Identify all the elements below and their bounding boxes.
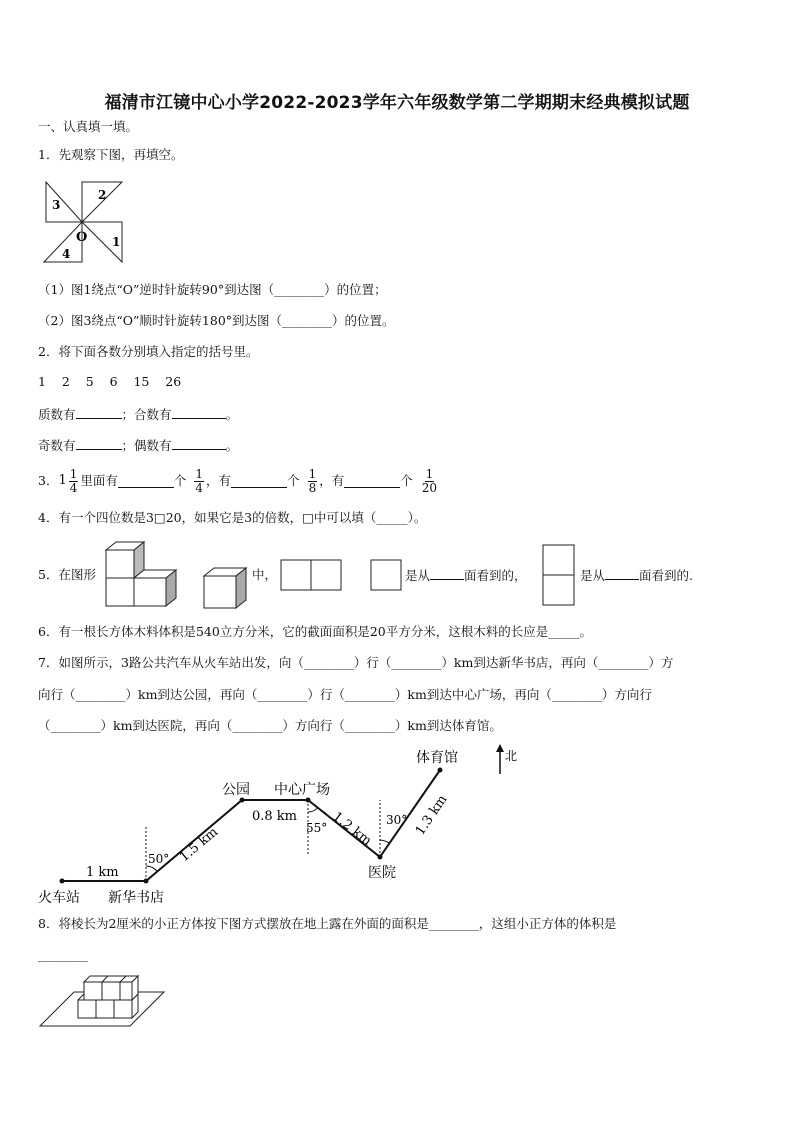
angle-50: 50° xyxy=(148,852,170,866)
composite-blank[interactable] xyxy=(172,405,226,419)
distance-1-3km: 1.3 km xyxy=(412,792,451,839)
even-blank[interactable] xyxy=(172,436,226,450)
q3-blank-1[interactable] xyxy=(118,474,174,488)
place-stadium: 体育馆 xyxy=(416,750,458,766)
number-item: 6 xyxy=(109,374,118,389)
pinwheel-figure xyxy=(40,178,130,264)
top-view-figure xyxy=(370,559,402,591)
number-item: 5 xyxy=(85,374,94,389)
q3-you: ，有 xyxy=(319,473,345,488)
place-train-station: 火车站 xyxy=(38,890,80,906)
fraction-quarter: $\frac{1}{4}$ xyxy=(195,466,204,495)
number-item: 15 xyxy=(133,374,150,389)
north-label: 北 xyxy=(505,749,518,763)
number-item: 26 xyxy=(165,374,182,389)
number-list xyxy=(38,373,181,391)
front-view-figure xyxy=(280,559,342,591)
question-8-line1: 8．将棱长为2厘米的小正方体按下图方式摆放在地上露在外面的面积是________，这组小正方体的体积是 xyxy=(38,916,617,931)
side-view-figure xyxy=(542,544,576,606)
prime-composite-line xyxy=(38,405,238,424)
period: 。 xyxy=(225,407,239,422)
question-1-prompt: 1．先观察下图，再填空。 xyxy=(38,147,184,162)
q3-text: 里面有 xyxy=(80,473,118,488)
question-2-prompt: 2．将下面各数分别填入指定的括号里。 xyxy=(38,344,259,359)
q3-number: 3． xyxy=(38,473,59,488)
distance-0-8km: 0.8 km xyxy=(252,809,298,824)
q3-ge: 个 xyxy=(287,473,300,488)
fraction-eighth: $\frac{1}{8}$ xyxy=(308,466,317,495)
place-xinhua-bookstore: 新华书店 xyxy=(108,890,164,906)
question-1-sub2: （2）图3绕点“O”顺时针旋转180°到达图（________）的位置。 xyxy=(38,313,395,328)
mixed-whole: 1 xyxy=(58,473,67,488)
q3-blank-2[interactable] xyxy=(231,474,287,488)
distance-1-5km: 1.5 km xyxy=(176,824,222,866)
fig-label-o: O xyxy=(76,230,88,245)
question-7-line3: （________）km到达医院，再向（________）方向行（________）km到达体育馆。 xyxy=(38,718,502,733)
odd-even-line xyxy=(38,436,238,455)
q5-answer-1 xyxy=(405,566,527,585)
fig-label-4: 4 xyxy=(62,247,71,261)
even-label: ；偶数有 xyxy=(121,438,172,453)
cubes-on-ground-figure xyxy=(38,966,168,1030)
q3-you: ，有 xyxy=(206,473,232,488)
q3-ge: 个 xyxy=(400,473,413,488)
number-item: 1 xyxy=(38,374,46,389)
section-heading: 一、认真填一填。 xyxy=(38,119,139,134)
angle-55: 55° xyxy=(306,821,328,835)
q5-text: 是从 xyxy=(405,568,431,583)
question-1-sub1: （1）图1绕点“O”逆时针旋转90°到达图（________）的位置； xyxy=(38,282,387,297)
odd-blank[interactable] xyxy=(76,436,122,450)
place-central-square: 中心广场 xyxy=(274,782,330,798)
question-6: 6．有一根长方体木料体积是540立方分米，它的截面面积是20平方分米，这根木料的长应是_____。 xyxy=(38,624,592,639)
stacked-cubes-figure xyxy=(102,540,182,610)
odd-label: 奇数有 xyxy=(38,438,76,453)
question-8-line2: ________ xyxy=(38,947,88,962)
q3-ge: 个 xyxy=(173,473,187,488)
route-map xyxy=(34,740,534,908)
composite-label: ；合数有 xyxy=(121,407,172,422)
q5-lead: 5．在图形 xyxy=(38,567,96,582)
prime-blank[interactable] xyxy=(76,405,122,419)
number-item: 2 xyxy=(61,374,70,389)
fig-label-1: 1 xyxy=(112,235,121,249)
q3-blank-3[interactable] xyxy=(344,474,400,488)
fraction-twentieth: $\frac{1}{20}$ xyxy=(421,466,438,495)
question-7-line2: 向行（________）km到达公园，再向（________）行（________）km到达中心广场，再向（________）方向行 xyxy=(38,687,652,702)
q5-blank-2[interactable] xyxy=(605,566,639,580)
question-7-line1: 7．如图所示，3路公共汽车从火车站出发，向（________）行（________）km到达新华书店，再向（________）方 xyxy=(38,655,674,670)
single-cube-figure xyxy=(202,566,250,610)
distance-1-2km: 1.2 km xyxy=(329,809,375,849)
period: 。 xyxy=(225,438,239,453)
question-3 xyxy=(38,466,440,496)
angle-30: 30° xyxy=(386,813,408,827)
q5-mid: 中， xyxy=(252,567,278,582)
q5-text: 是从 xyxy=(580,568,606,583)
q5-text: 面看到的. xyxy=(639,568,693,583)
place-park: 公园 xyxy=(222,782,250,798)
place-hospital: 医院 xyxy=(368,865,396,881)
q5-answer-2 xyxy=(580,566,693,585)
fig-label-3: 3 xyxy=(52,198,61,212)
q5-text: 面看到的， xyxy=(464,568,527,583)
mixed-fraction: $\frac{1}{4}$ xyxy=(69,466,78,495)
question-4: 4．有一个四位数是3□20，如果它是3的倍数，□中可以填（_____）。 xyxy=(38,510,427,525)
q5-blank-1[interactable] xyxy=(430,566,464,580)
fig-label-2: 2 xyxy=(98,188,107,202)
distance-1km: 1 km xyxy=(86,865,119,880)
page-title: 福清市江镜中心小学2022-2023学年六年级数学第二学期期末经典模拟试题 xyxy=(104,93,690,113)
prime-label: 质数有 xyxy=(38,407,76,422)
